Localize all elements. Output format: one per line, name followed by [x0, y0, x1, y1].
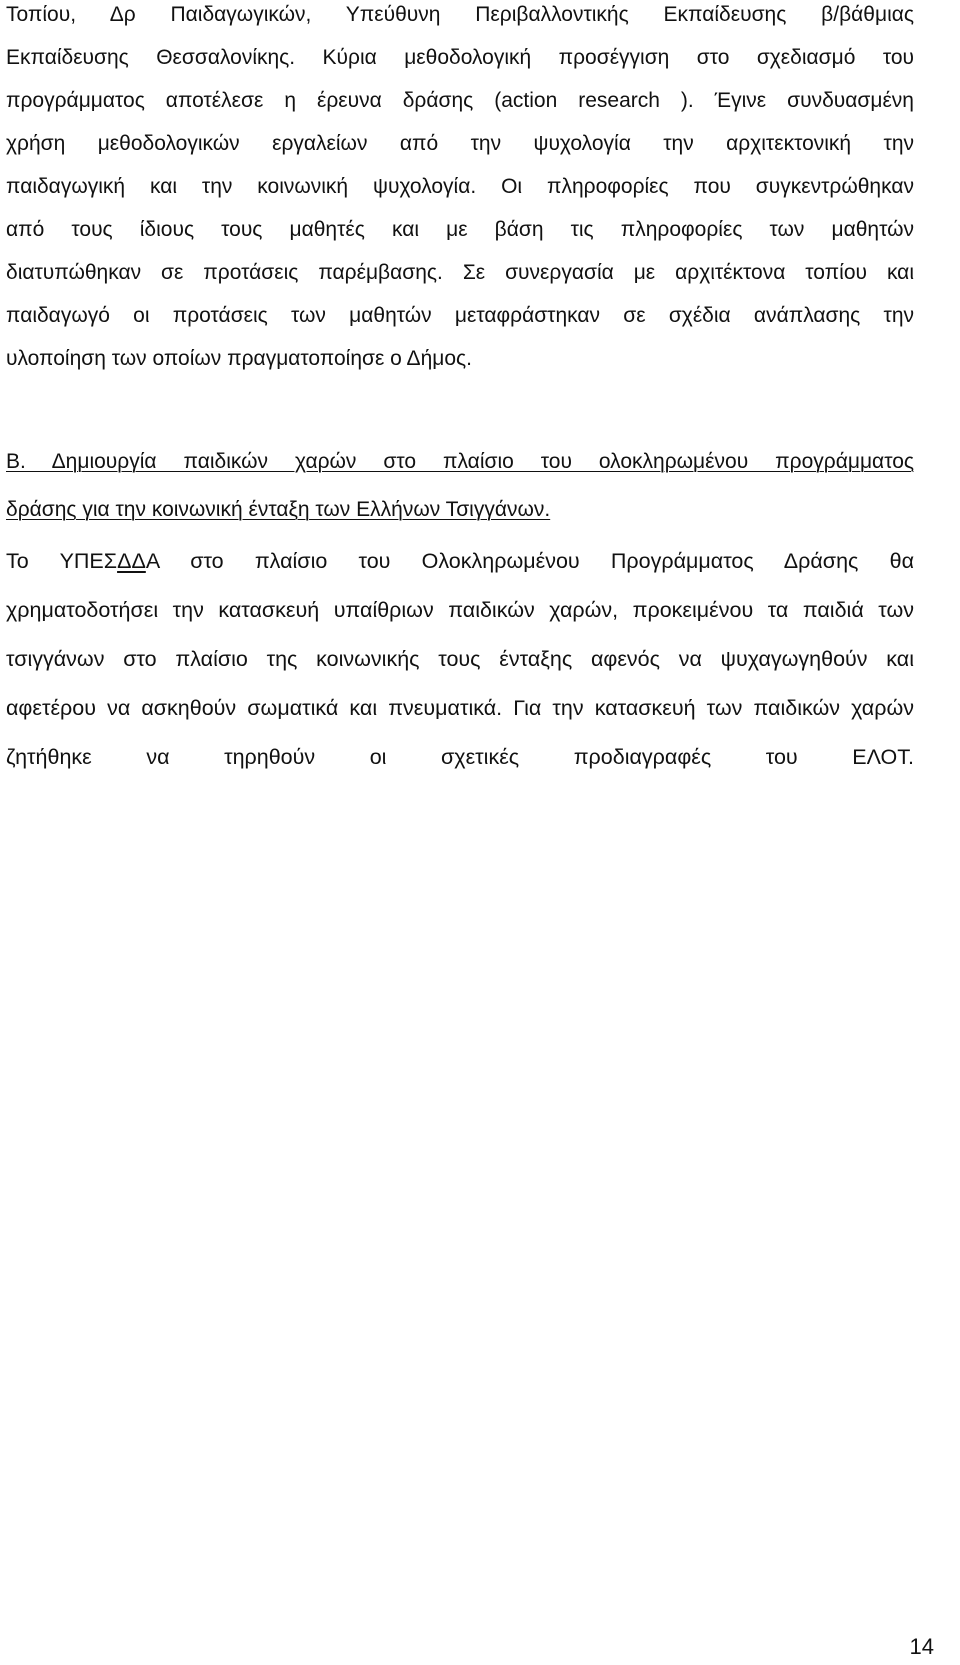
paragraph-line: τσιγγάνων στο πλαίσιο της κοινωνικής τους ένταξης αφενός να ψυχαγωγηθούν και	[6, 647, 914, 671]
paragraph-line: αφετέρου να ασκηθούν σωματικά και πνευματικά. Για την κατασκευή των παιδικών χαρών	[6, 696, 914, 720]
paragraph-line: ζητήθηκε να τηρηθούν οι σχετικές προδιαγραφές του ΕΛΟΤ.	[6, 745, 914, 769]
paragraph-line: υλοποίηση των οποίων πραγματοποίησε ο Δήμος.	[6, 347, 472, 370]
paragraph-line	[6, 537, 914, 586]
heading-line: Β. Δημιουργία παιδικών χαρών στο πλαίσιο του ολοκληρωμένου προγράμματος	[6, 450, 914, 473]
paragraph-line: παιδαγωγό οι προτάσεις των μαθητών μεταφράστηκαν σε σχέδια ανάπλασης την	[6, 304, 914, 327]
paragraph-line: προγράμματος αποτέλεσε η έρευνα δράσης (action research ). Έγινε συνδυασμένη	[6, 89, 914, 112]
paragraph-line: χρήση μεθοδολογικών εργαλείων από την ψυχολογία την αρχιτεκτονική την	[6, 132, 914, 155]
paragraph-line: Εκπαίδευσης Θεσσαλονίκης. Κύρια μεθοδολογική προσέγγιση στο σχεδιασμό του	[6, 46, 914, 69]
paragraph-methodology	[6, 0, 914, 380]
paragraph-playgrounds	[6, 537, 914, 782]
paragraph-line: από τους ίδιους τους μαθητές και με βάση τις πληροφορίες των μαθητών	[6, 218, 914, 241]
page-number: 14	[909, 1634, 934, 1659]
line-suffix: Α στο πλαίσιο του Ολοκληρωμένου Προγράμματος Δράσης θα	[145, 549, 914, 573]
paragraph-line: χρηματοδοτήσει την κατασκευή υπαίθριων παιδικών χαρών, προκειμένου τα παιδιά των	[6, 598, 914, 622]
heading-line: δράσης για την κοινωνική ένταξη των Ελλήνων Τσιγγάνων.	[6, 498, 551, 521]
underlined-letters: ΔΔ	[117, 549, 146, 573]
line-prefix: Το ΥΠΕΣ	[6, 549, 118, 573]
paragraph-line: διατυπώθηκαν σε προτάσεις παρέμβασης. Σε συνεργασία με αρχιτέκτονα τοπίου και	[6, 261, 914, 284]
section-heading-b	[6, 438, 914, 534]
paragraph-line: Τοπίου, Δρ Παιδαγωγικών, Υπεύθυνη Περιβαλλοντικής Εκπαίδευσης β/βάθμιας	[6, 3, 914, 26]
paragraph-line: παιδαγωγική και την κοινωνική ψυχολογία. Οι πληροφορίες που συγκεντρώθηκαν	[6, 175, 914, 198]
